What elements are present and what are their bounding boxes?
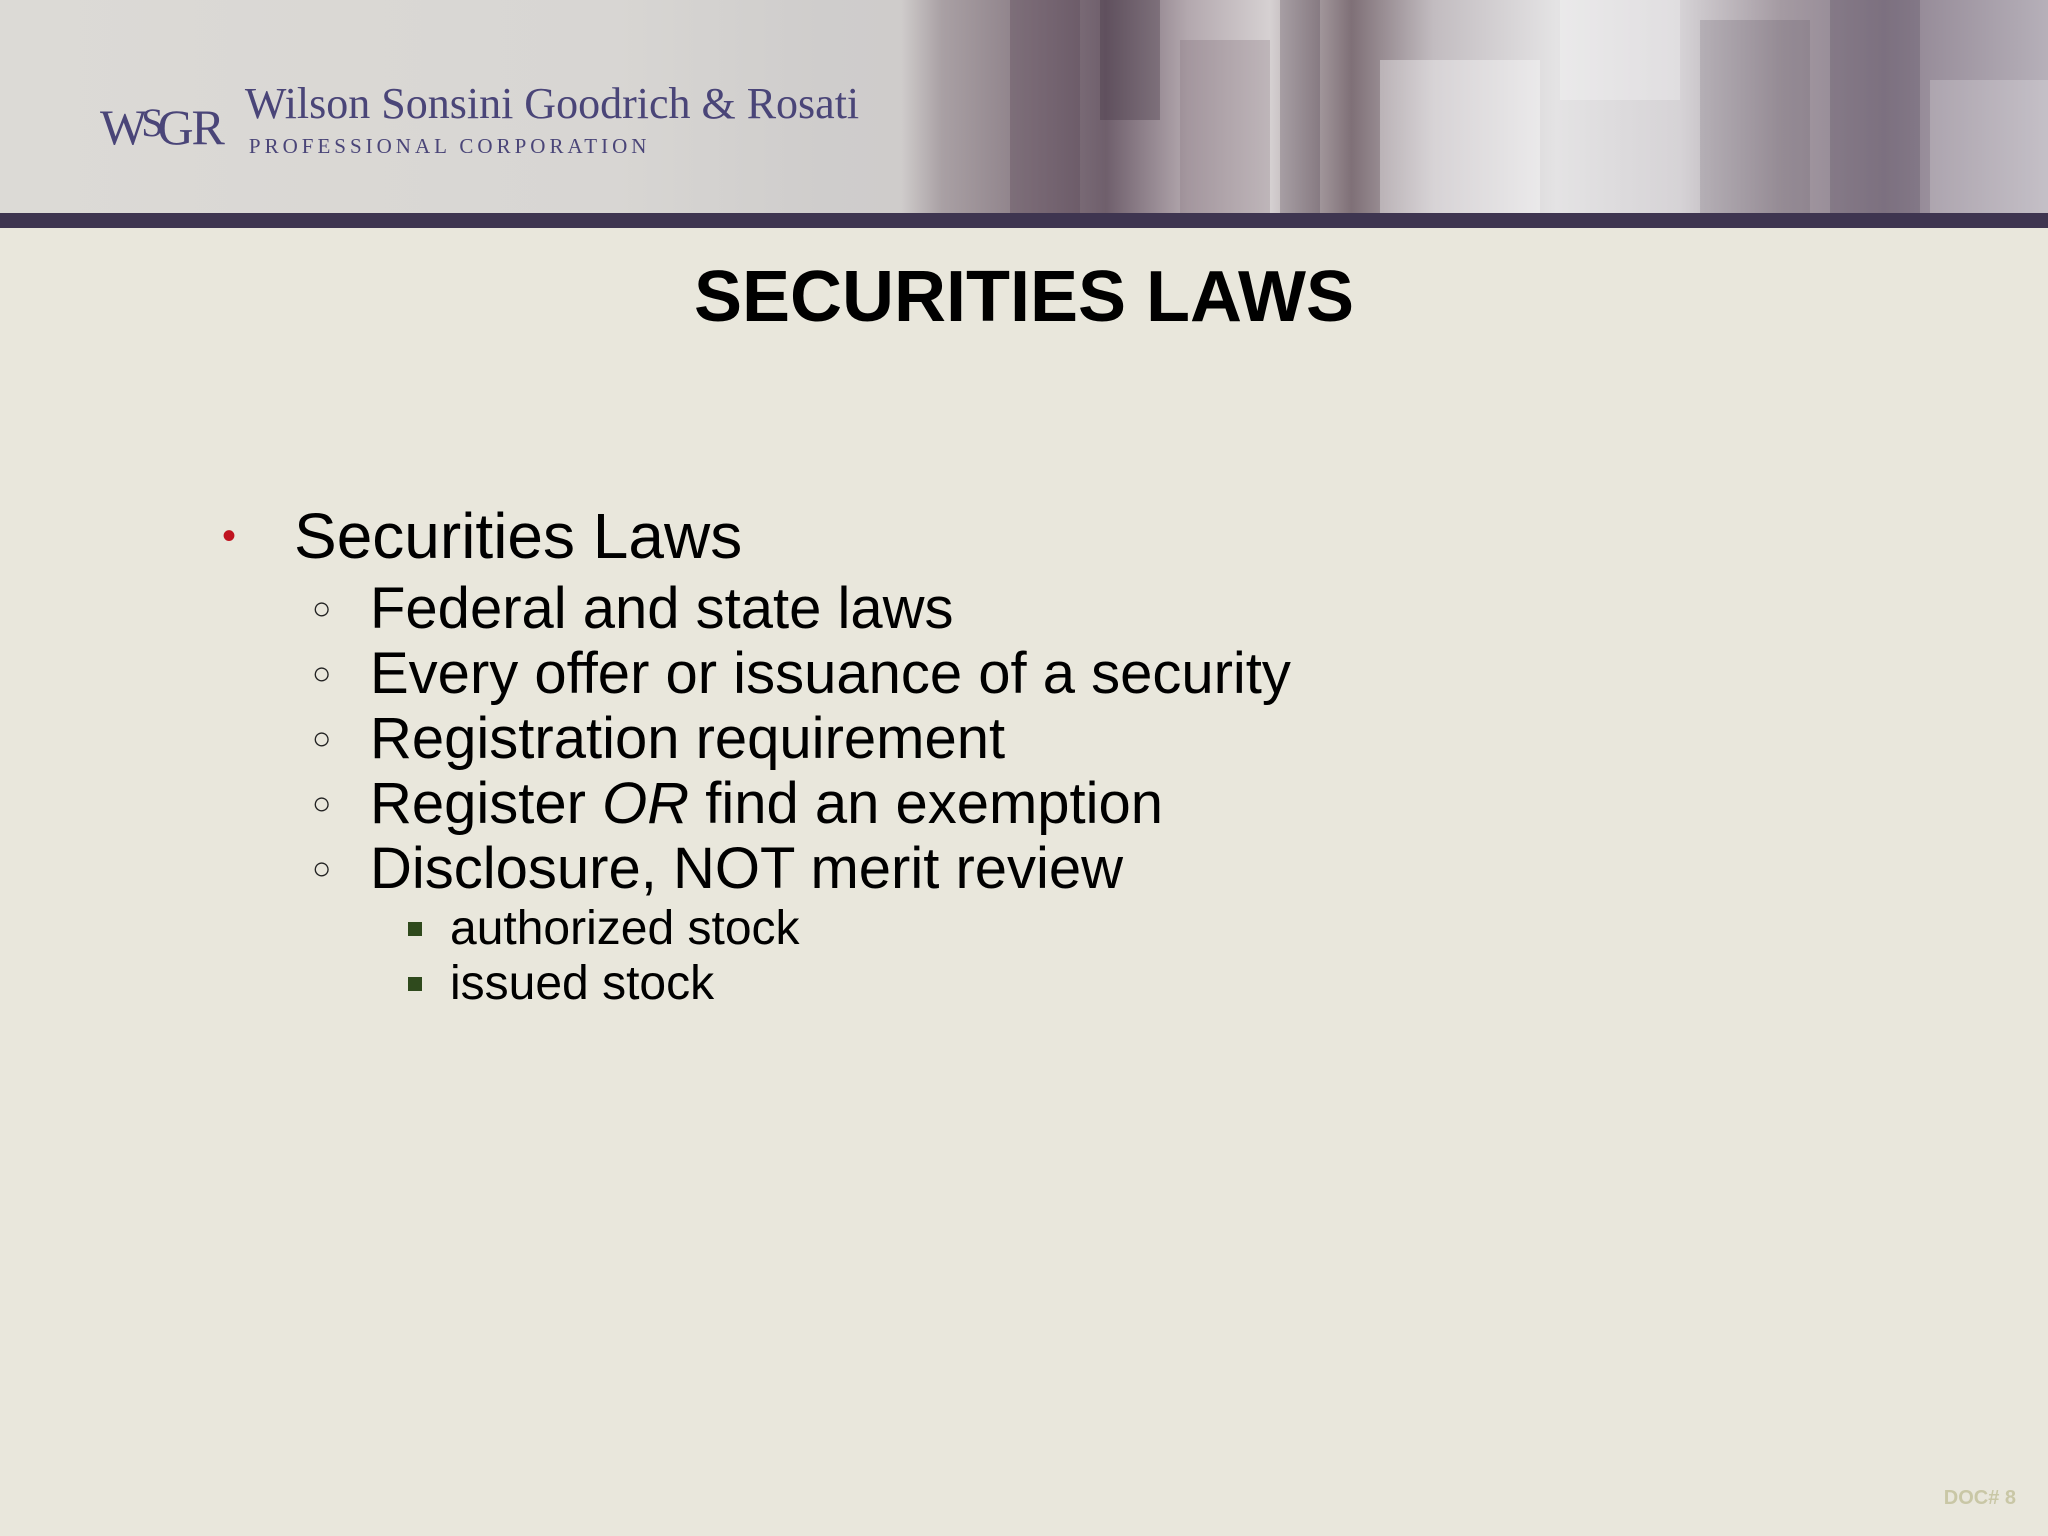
bullet-level-3 bbox=[218, 901, 1818, 956]
bullet-text: Securities Laws bbox=[294, 500, 743, 572]
bullet-level-2 bbox=[218, 836, 1818, 901]
bullet-text: authorized stock bbox=[450, 902, 800, 955]
bullet-text: Registration requirement bbox=[370, 706, 1006, 771]
bullet-level-2 bbox=[218, 641, 1818, 706]
bullet-level-2 bbox=[218, 706, 1818, 771]
circle-bullet-icon: ○ bbox=[312, 850, 332, 886]
bullet-text: Every offer or issuance of a security bbox=[370, 641, 1291, 706]
slide-title: SECURITIES LAWS bbox=[693, 257, 1355, 337]
bullet-level-2 bbox=[218, 771, 1818, 836]
bullet-level-3 bbox=[218, 956, 1818, 1011]
bullet-text: Federal and state laws bbox=[370, 576, 954, 641]
logo-monogram: WSGR bbox=[100, 99, 223, 155]
bullet-text: Register OR find an exemption bbox=[370, 771, 1164, 836]
bullet-text: issued stock bbox=[450, 957, 715, 1010]
header-banner bbox=[0, 0, 2048, 213]
slide-body bbox=[218, 496, 1818, 1011]
firm-name: Wilson Sonsini Goodrich & Rosati bbox=[244, 78, 860, 128]
firm-logo bbox=[100, 74, 859, 164]
circle-bullet-icon: ○ bbox=[312, 590, 332, 626]
doc-number: DOC# 8 bbox=[1943, 1487, 2016, 1509]
square-bullet-icon bbox=[408, 977, 422, 991]
circle-bullet-icon: ○ bbox=[312, 655, 332, 691]
round-bullet-icon: • bbox=[222, 513, 237, 558]
bullet-text: Disclosure, NOT merit review bbox=[370, 836, 1124, 901]
firm-subtitle: PROFESSIONAL CORPORATION bbox=[248, 133, 651, 158]
square-bullet-icon bbox=[408, 922, 422, 936]
circle-bullet-icon: ○ bbox=[312, 785, 332, 821]
bullet-level-1 bbox=[218, 496, 1818, 576]
circle-bullet-icon: ○ bbox=[312, 720, 332, 756]
emphasis-text: OR bbox=[602, 771, 690, 836]
header-divider bbox=[0, 213, 2048, 228]
bullet-level-2 bbox=[218, 576, 1818, 641]
